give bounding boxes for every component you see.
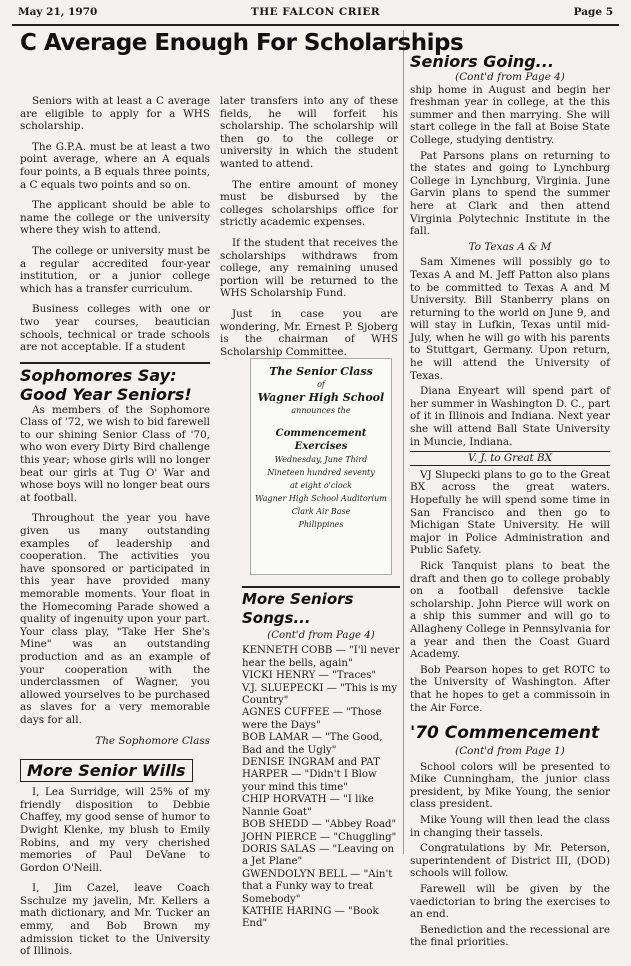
commencement-paragraph: Benediction and the recessional are the final priorities. bbox=[410, 923, 610, 949]
main-headline: C Average Enough For Scholarships bbox=[20, 30, 464, 56]
sophomores-headline-2: Good Year Seniors! bbox=[20, 384, 192, 404]
bx-paragraph: Bob Pearson hopes to get ROTC to the University of Washington. After that he hopes to get a commissoin in the Air Force. bbox=[410, 663, 610, 714]
song-item: DORIS SALAS — "Leaving on a Jet Plane" bbox=[242, 843, 395, 868]
scholarship-paragraph: Seniors with at least a C average are eligible to apply for a WHS scholarship. bbox=[20, 95, 210, 133]
right-column bbox=[410, 52, 610, 952]
wills-headline: More Senior Wills bbox=[20, 759, 193, 782]
middle-column bbox=[220, 95, 398, 366]
sophomores-headline-1: Sophomores Say: bbox=[20, 365, 177, 385]
invite-line: Wednesday, June Third bbox=[274, 455, 368, 464]
texas-subhead: To Texas A & M bbox=[468, 240, 552, 253]
song-item: CHIP HORVATH — "I like Nannie Goat" bbox=[242, 794, 374, 818]
commencement-invitation bbox=[250, 358, 392, 575]
going-continued-note: (Cont'd from Page 4) bbox=[455, 71, 565, 83]
bx-subhead: V. J. to Great BX bbox=[410, 451, 610, 466]
going-paragraph: Pat Parsons plans on returning to the states and going to Lynchburg College in Lynchburg, Virginia. June Garvin plans to spend the summer here at Clark and then attend Virginia Polytechnic Institute in the fall. bbox=[410, 149, 610, 238]
commencement-paragraph: School colors will be presented to Mike Cunningham, the junior class president, by Mike Young, the senior class president. bbox=[410, 760, 610, 811]
wills-paragraph: I, Jim Cazel, leave Coach Sschulze my javelin, Mr. Kellers a math dictionary, and Mr. Tucker an emmy, and Bob Brown my admission ticket to the University of Illinois. bbox=[20, 882, 210, 958]
scholarship-continued: If the student that receives the scholarships withdraws from college, any remaining unused portion will be returned to the WHS Scholarship Fund. bbox=[220, 236, 398, 300]
invite-line: Nineteen hundred seventy bbox=[267, 468, 375, 477]
song-item: BOB SHEDD — "Abbey Road" bbox=[242, 819, 397, 831]
commencement-paragraph: Mike Young will then lead the class in changing their tassels. bbox=[410, 814, 610, 839]
issue-date: May 21, 1970 bbox=[18, 6, 98, 18]
invite-line: Philippines bbox=[298, 520, 344, 529]
going-headline: Seniors Going... bbox=[410, 52, 554, 71]
scholarship-continued: Just in case you are wondering, Mr. Ernest P. Sjoberg is the chairman of WHS Scholarship Committee. bbox=[220, 307, 398, 358]
songs-continued-note: (Cont'd from Page 4) bbox=[267, 630, 375, 641]
song-item: KATHIE HARING — "Book End" bbox=[242, 905, 379, 930]
commencement-paragraph: Congratulations by Mr. Peterson, superintendent of District III, (DOD) schools will follow. bbox=[410, 842, 610, 880]
songs-section bbox=[242, 586, 400, 931]
invite-line: The Senior Class bbox=[269, 365, 373, 378]
song-item: V.J. SLUEPECKI — "This is my Country" bbox=[242, 682, 398, 707]
scholarship-continued: later transfers into any of these fields, he will forfeit his scholarship. The scholarship will then go to the college or university in which the student wanted to attend. bbox=[220, 95, 398, 170]
scholarship-continued: The entire amount of money must be disbursed by the colleges scholarships office for strictly academic expenses. bbox=[220, 178, 398, 229]
song-item: AGNES CUFFEE — "Those were the Days" bbox=[242, 707, 382, 731]
invite-line: Commencement Exercises bbox=[275, 428, 367, 452]
sophomores-paragraph: Throughout the year you have given us many outstanding examples of leadership and cooperation. The activities you have sponsored or participated in this year have provided many memorable moments. Your float in the Homecoming Parade showed a quality of ingenuity upon your part. Your class play, "Take Her She's Mine" was an outstanding production and as an example of your cooperation with the underclassmen of Wagner, you allowed yourselves to be purchased as slaves for a very memorable days for all. bbox=[20, 512, 210, 726]
texas-paragraph: Diana Enyeart will spend part of her summer in Washington D. C., part of it in Illinois and Indiana. Next year she will attend Ball State University in Muncie, Indiana. bbox=[410, 385, 610, 448]
invite-line: Wagner High School Auditorium bbox=[255, 494, 387, 503]
sophomores-paragraph: As members of the Sophomore Class of '72, we wish to bid farewell to our shining Senior Class of '70, who won every Dirty Bird challenge this year; whose girls will no longer beat our girls at Tug O' War and whose boys will no longer beat ours at football. bbox=[20, 403, 210, 504]
invite-line: of bbox=[317, 380, 325, 389]
texas-paragraph: Sam Ximenes will possibly go to Texas A and M. Jeff Patton also plans to be committed to Texas A and M University. Bill Stanberry plans on returning to the world on June 9, and will stay in Lufkin, Texas until mid-July, when he will go with his parents to Stuttgart, Germany. Upon return, he will attend the University of Texas. bbox=[410, 256, 610, 382]
paper-title: THE FALCON CRIER bbox=[250, 6, 381, 18]
scholarship-paragraph: The applicant should be able to name the college or the university where they wish to attend. bbox=[20, 199, 210, 237]
song-item: KENNETH COBB — "I'll never hear the bells, again" bbox=[242, 645, 400, 669]
song-item: BOB LAMAR — "The Good, Bad and the Ugly" bbox=[242, 732, 383, 756]
song-item: VICKI HENRY — "Traces" bbox=[242, 670, 377, 682]
commencement-continued-note: (Cont'd from Page 1) bbox=[455, 745, 565, 758]
going-paragraph: ship home in August and begin her freshman year in college, at the this summer and then marrying. She will start college in the fall at Boise State College, studying dentistry. bbox=[410, 83, 610, 146]
invite-line: Clark Air Base bbox=[291, 507, 351, 516]
song-item: GWENDOLYN BELL — "Ain't that a Funky way to treat Somebody" bbox=[242, 868, 393, 905]
wills-section bbox=[20, 753, 210, 958]
left-column bbox=[20, 95, 210, 966]
masthead-rule bbox=[12, 24, 619, 26]
masthead bbox=[18, 6, 613, 22]
scholarship-paragraph: Business colleges with one or two year courses, beautician schools, technical or trade schools are not acceptable. If a student bbox=[20, 303, 210, 354]
sophomores-signature: The Sophomore Class bbox=[95, 734, 210, 747]
invite-line: at eight o'clock bbox=[289, 481, 353, 490]
invite-line: Wagner High School bbox=[257, 391, 385, 404]
wills-paragraph: I, Lea Surridge, will 25% of my friendly disposition to Debbie Chaffey, my good sense of humor to Dwight Klenke, my blush to Emily Robins, and my very cherished memories of Paul DeVane to Gordon O'Neill. bbox=[20, 786, 210, 874]
commencement-paragraph: Farewell will be given by the vaedictorian to bring the exercises to an end. bbox=[410, 883, 610, 921]
scholarship-paragraph: The college or university must be a regular accredited four-year institution, or a junior college which has a transfer curriculum. bbox=[20, 244, 210, 295]
invite-line: announces the bbox=[291, 406, 351, 415]
sophomores-section bbox=[20, 362, 210, 747]
commencement-headline: '70 Commencement bbox=[410, 723, 600, 744]
bx-paragraph: VJ Slupecki plans to go to the Great BX across the great waters. Hopefully he will spend some time in San Francisco and then go to Michigan State University. He will major in Police Administration and Public Safety. bbox=[410, 468, 610, 557]
scholarship-paragraph: The G.P.A. must be at least a two point average, where an A equals four points, a B equals three points, a C equals two points and so on. bbox=[20, 140, 210, 191]
song-item: DENISE INGRAM and PAT HARPER — "Didn't I Blow your mind this time" bbox=[242, 757, 380, 793]
page-number: Page 5 bbox=[573, 6, 613, 18]
bx-paragraph: Rick Tanquist plans to beat the draft and then go to college probably on a football defensive tackle scholarship. John Pierce will work on a ship this summer and will go to Allagheny College in Pennsylvania for a year and then the Coast Guard Academy. bbox=[410, 559, 610, 661]
song-item: JOHN PIERCE — "Chuggling" bbox=[242, 831, 397, 843]
column-divider bbox=[403, 30, 404, 854]
songs-headline: More Seniors Songs... bbox=[242, 586, 400, 628]
